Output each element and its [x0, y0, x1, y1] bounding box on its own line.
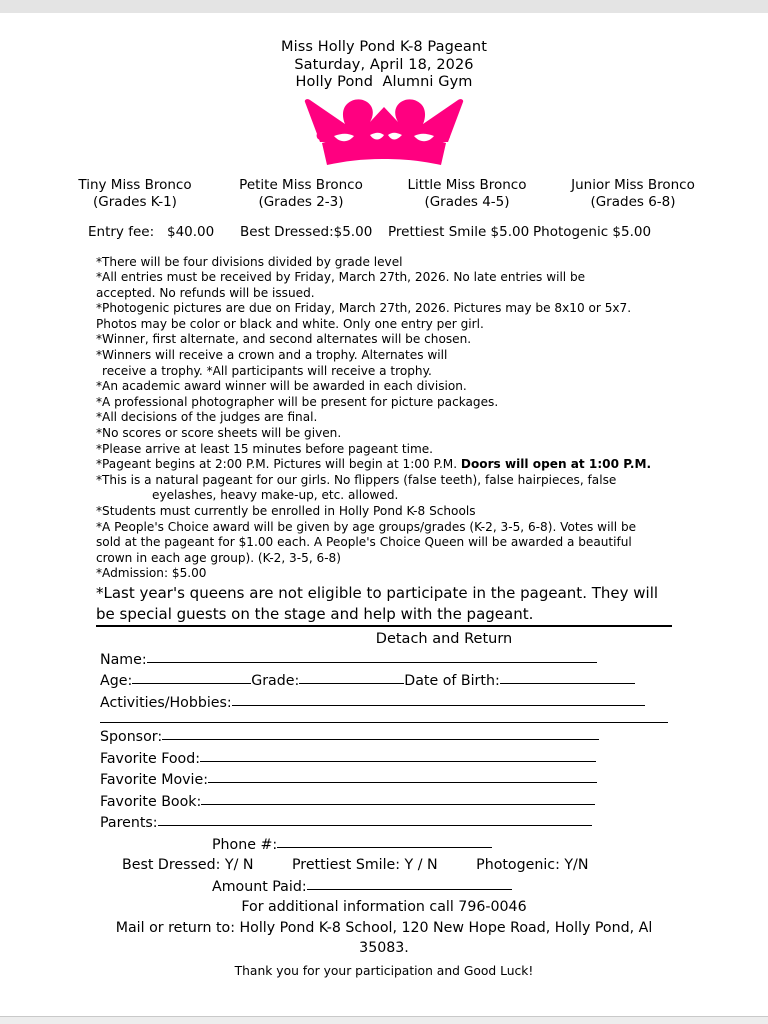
amount-paid-label: Amount Paid:	[212, 878, 307, 895]
age-label: Age:	[100, 673, 133, 690]
rule-item: *There will be four divisions divided by grade level	[96, 254, 403, 269]
rule-item: *Winners will receive a crown and a trophy. Alternates will	[96, 348, 448, 363]
rule-text-bold: Doors will open at 1:00 P.M.	[460, 457, 652, 472]
page-header	[0, 13, 768, 92]
fav-movie-input[interactable]	[208, 769, 597, 783]
fee-photogenic: Photogenic $5.00	[533, 223, 652, 240]
window-top-band	[0, 0, 768, 13]
rule-item: *This is a natural pageant for our girls. No flippers (false teeth), false hairpieces, false	[96, 472, 617, 487]
grade-input[interactable]	[299, 670, 404, 684]
age-input[interactable]	[132, 670, 251, 684]
rule-item: *Students must currently be enrolled in Holly Pond K-8 Schools	[96, 504, 476, 518]
activities-input-line2[interactable]	[100, 722, 668, 723]
fav-book-label: Favorite Book:	[100, 793, 202, 810]
form-row-parents	[100, 812, 668, 834]
rules-list	[96, 255, 672, 624]
rule-item: sold at the pageant for $1.00 each. A People's Choice Queen will be awarded a beautiful	[96, 535, 632, 550]
sponsor-input[interactable]	[162, 726, 599, 740]
photogenic-option[interactable]: Photogenic: Y/N	[476, 857, 589, 874]
phone-input[interactable]	[277, 834, 492, 848]
division-name: Junior Miss Bronco	[571, 176, 695, 193]
entry-form-lower	[100, 834, 668, 898]
division-tiny	[52, 177, 218, 211]
fees-row	[88, 224, 680, 241]
form-row-sponsor	[100, 726, 668, 748]
form-row-name	[100, 649, 668, 671]
contact-info: For additional information call 796-0046	[241, 899, 527, 916]
rule-item: receive a trophy. *All participants will receive a trophy.	[102, 363, 432, 378]
rule-item: *Photogenic pictures are due on Friday, March 27th, 2026. Pictures may be 8x10 or 5x7.	[96, 301, 632, 316]
division-name: Petite Miss Bronco	[239, 176, 363, 193]
parents-label: Parents:	[100, 815, 158, 832]
rule-item: *Please arrive at least 15 minutes before pageant time.	[96, 441, 434, 456]
flyer-page	[0, 13, 768, 1017]
rule-item: *A professional photographer will be present for picture packages.	[96, 394, 499, 409]
rule-item: Photos may be color or black and white. Only one entry per girl.	[96, 316, 484, 331]
division-little	[384, 177, 550, 211]
divisions-row	[52, 177, 716, 211]
division-junior	[550, 177, 716, 211]
entry-form	[100, 649, 668, 834]
fav-food-input[interactable]	[200, 748, 596, 762]
rule-item: *All entries must be received by Friday, March 27th, 2026. No late entries will be	[96, 270, 586, 285]
division-grades: (Grades 2-3)	[258, 193, 344, 210]
form-row-age-grade-dob	[100, 670, 668, 692]
detach-and-return-heading: Detach and Return	[375, 630, 513, 647]
name-input[interactable]	[147, 649, 597, 663]
grade-label: Grade:	[251, 673, 300, 690]
rule-item: *Winner, first alternate, and second alternates will be chosen.	[96, 332, 472, 347]
division-grades: (Grades 6-8)	[590, 193, 676, 210]
dob-label: Date of Birth:	[404, 673, 500, 690]
detach-divider	[96, 625, 672, 627]
activities-input[interactable]	[232, 692, 645, 706]
fee-best-dressed: Best Dressed:$5.00	[240, 223, 373, 240]
mailing-line-2: 35083.	[359, 940, 409, 957]
rule-item: accepted. No refunds will be issued.	[96, 285, 315, 300]
rule-item: *No scores or score sheets will be given.	[96, 426, 342, 441]
division-grades: (Grades 4-5)	[424, 193, 510, 210]
division-grades: (Grades K-1)	[93, 193, 177, 210]
form-row-fav-movie	[100, 769, 668, 791]
amount-paid-input[interactable]	[307, 876, 512, 890]
mailing-line-1: Mail or return to: Holly Pond K-8 School, 120 New Hope Road, Holly Pond, Al	[115, 919, 653, 936]
fav-food-label: Favorite Food:	[100, 750, 201, 767]
rule-item: *A People's Choice award will be given by age groups/grades (K-2, 3-5, 6-8). Votes will be	[96, 519, 637, 534]
division-name: Tiny Miss Bronco	[78, 176, 192, 193]
rule-item: *An academic award winner will be awarded in each division.	[96, 379, 467, 394]
event-venue: Holly Pond Alumni Gym	[295, 74, 473, 90]
fav-movie-label: Favorite Movie:	[100, 772, 208, 789]
page-title: Miss Holly Pond K-8 Pageant	[281, 39, 487, 55]
division-petite	[218, 177, 384, 211]
form-row-phone	[100, 834, 668, 856]
rule-item: eyelashes, heavy make-up, etc. allowed.	[152, 488, 399, 503]
name-label: Name:	[100, 651, 147, 668]
rule-text: *Pageant begins at 2:00 P.M. Pictures will begin at 1:00 P.M.	[96, 457, 461, 472]
page-footer	[64, 897, 704, 981]
fav-book-input[interactable]	[201, 791, 595, 805]
division-name: Little Miss Bronco	[407, 176, 527, 193]
form-row-fav-food	[100, 748, 668, 770]
rule-item-last-year: be special guests on the stage and help with the pageant.	[96, 604, 534, 623]
thank-you-note: Thank you for your participation and Good Luck!	[234, 963, 534, 978]
rule-item-last-year: *Last year's queens are not eligible to participate in the pageant. They will	[96, 583, 659, 602]
dob-input[interactable]	[500, 670, 635, 684]
fee-prettiest-smile: Prettiest Smile $5.00	[388, 223, 530, 240]
parents-input[interactable]	[158, 812, 592, 826]
phone-label: Phone #:	[212, 836, 278, 853]
form-row-amount-paid	[100, 876, 668, 898]
form-row-fav-book	[100, 791, 668, 813]
rule-item: *Admission: $5.00	[96, 566, 207, 581]
fee-entry: Entry fee: $40.00	[88, 223, 215, 240]
activities-label: Activities/Hobbies:	[100, 694, 232, 711]
rule-item: *All decisions of the judges are final.	[96, 410, 318, 425]
prettiest-smile-option[interactable]: Prettiest Smile: Y / N	[292, 857, 438, 874]
form-row-award-options	[100, 855, 668, 876]
sponsor-label: Sponsor:	[100, 729, 163, 746]
event-date: Saturday, April 18, 2026	[294, 56, 474, 73]
rule-item: crown in each age group). (K-2, 3-5, 6-8)	[96, 550, 341, 565]
crown-icon	[298, 97, 470, 169]
form-row-activities	[100, 692, 668, 714]
crown-graphic	[0, 97, 768, 169]
best-dressed-option[interactable]: Best Dressed: Y/ N	[122, 857, 254, 874]
rule-item-pageant-time	[96, 457, 672, 473]
window-bottom-band	[0, 1016, 768, 1024]
